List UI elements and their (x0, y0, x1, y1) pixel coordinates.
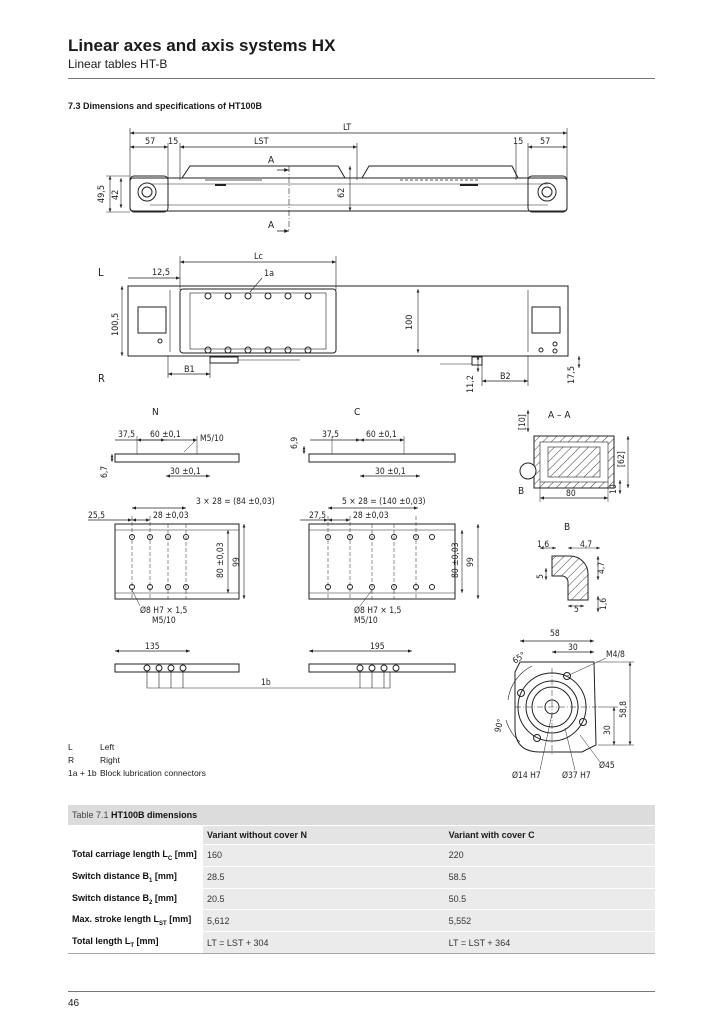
svg-text:L: L (98, 266, 104, 279)
svg-text:10: 10 (609, 484, 619, 494)
legend-item: R Right (68, 755, 120, 765)
svg-text:LST: LST (254, 137, 269, 147)
svg-text:[10]: [10] (518, 414, 528, 430)
svg-text:62: 62 (337, 187, 347, 198)
svg-text:M5/10: M5/10 (152, 616, 176, 626)
svg-text:25,5: 25,5 (88, 511, 106, 521)
svg-text:Ø14 H7: Ø14 H7 (512, 771, 541, 781)
svg-text:100: 100 (405, 314, 415, 330)
svg-text:80 ±0,03: 80 ±0,03 (216, 542, 226, 578)
svg-text:1,6: 1,6 (599, 597, 609, 610)
elevation-labels (97, 123, 550, 231)
table-caption-row (68, 805, 655, 826)
column-header-n: Variant without cover N (203, 826, 445, 845)
svg-text:195: 195 (370, 642, 385, 652)
svg-text:90°: 90° (493, 718, 507, 734)
svg-text:Ø8 H7 × 1,5: Ø8 H7 × 1,5 (354, 606, 402, 616)
svg-text:30 ±0,1: 30 ±0,1 (375, 467, 406, 477)
svg-text:28 ±0,03: 28 ±0,03 (353, 511, 389, 521)
svg-text:A: A (268, 155, 275, 166)
svg-text:Lc: Lc (254, 252, 263, 262)
svg-text:15: 15 (168, 137, 179, 147)
svg-text:Ø45: Ø45 (599, 761, 615, 771)
svg-text:80: 80 (566, 489, 576, 499)
svg-text:4,7: 4,7 (580, 540, 593, 550)
svg-text:65°: 65° (510, 650, 528, 667)
table-caption: Table 7.1 HT100B dimensions (68, 805, 655, 826)
svg-text:60 ±0,1: 60 ±0,1 (366, 430, 397, 440)
svg-text:1,6: 1,6 (537, 540, 550, 550)
svg-text:100,5: 100,5 (111, 312, 121, 336)
section-title: 7.3 Dimensions and specifications of HT100B (68, 101, 263, 111)
svg-text:Ø8 H7 × 1,5: Ø8 H7 × 1,5 (140, 606, 188, 616)
column-header-c: Variant with cover C (445, 826, 655, 845)
svg-text:6,7: 6,7 (100, 465, 110, 478)
svg-text:30: 30 (603, 725, 613, 735)
svg-text:58: 58 (550, 629, 560, 639)
footer-rule (68, 991, 655, 992)
svg-text:6,9: 6,9 (290, 436, 300, 449)
table-row: Switch distance $B_1$ [mm] 28.5 58.5 (68, 866, 655, 888)
svg-text:80 ±0,03: 80 ±0,03 (451, 542, 461, 578)
carriage-c-labels (261, 407, 476, 688)
svg-text:15: 15 (513, 137, 524, 147)
svg-text:28 ±0,03: 28 ±0,03 (153, 511, 189, 521)
svg-text:135: 135 (145, 642, 160, 652)
svg-text:B: B (518, 486, 525, 497)
table-row: Switch distance $B_2$ [mm] 20.5 50.5 (68, 888, 655, 910)
table-row: Total length $L_T$ [mm] LT = LST + 304 LT = LST + 364 (68, 932, 655, 954)
table-header-row (68, 826, 655, 845)
svg-text:1a: 1a (264, 269, 275, 279)
dimensions-table (68, 805, 655, 954)
svg-text:M5/10: M5/10 (200, 434, 224, 444)
svg-text:17,5: 17,5 (567, 365, 577, 384)
svg-text:3 × 28 = (84 ±0,03): 3 × 28 = (84 ±0,03) (196, 497, 275, 507)
svg-text:N: N (152, 407, 159, 418)
svg-text:58,8: 58,8 (619, 700, 629, 718)
detail-b-view (540, 548, 600, 612)
svg-text:1b: 1b (261, 678, 271, 688)
svg-text:4,7: 4,7 (597, 561, 607, 574)
svg-text:27,5: 27,5 (309, 511, 327, 521)
svg-text:B: B (564, 522, 571, 533)
svg-text:99: 99 (466, 557, 476, 567)
svg-text:M4/8: M4/8 (606, 650, 625, 660)
svg-text:B2: B2 (500, 372, 511, 382)
table-row: Total carriage length $L_C$ [mm] 160 220 (68, 845, 655, 867)
svg-text:5: 5 (536, 574, 546, 579)
svg-text:5: 5 (574, 605, 579, 615)
legend-item: 1a + 1b Block lubrication connectors (68, 768, 206, 778)
svg-text:R: R (98, 372, 105, 385)
svg-text:60 ±0,1: 60 ±0,1 (150, 430, 181, 440)
page-number: 46 (68, 998, 80, 1009)
svg-text:12,5: 12,5 (152, 268, 171, 278)
svg-text:M5/10: M5/10 (354, 616, 378, 626)
svg-text:Ø37 H7: Ø37 H7 (562, 771, 591, 781)
svg-text:37,5: 37,5 (118, 430, 136, 440)
svg-text:B1: B1 (184, 365, 195, 375)
page-subtitle: Linear tables HT-B (68, 57, 168, 71)
svg-text:30: 30 (568, 643, 578, 653)
svg-text:A – A: A – A (548, 410, 571, 421)
table-row: Max. stroke length $L_{ST}$ [mm] 5,612 5,552 (68, 910, 655, 932)
legend-item: L Left (68, 742, 115, 752)
svg-text:A: A (268, 220, 275, 231)
svg-text:30 ±0,1: 30 ±0,1 (170, 467, 201, 477)
svg-text:37,5: 37,5 (322, 430, 340, 440)
svg-text:49,5: 49,5 (97, 184, 107, 203)
svg-text:5 × 28 = (140 ±0,03): 5 × 28 = (140 ±0,03) (342, 497, 426, 507)
svg-text:11,2: 11,2 (466, 374, 476, 393)
page-title: Linear axes and axis systems HX (68, 36, 336, 55)
svg-text:57: 57 (540, 137, 551, 147)
svg-text:LT: LT (343, 123, 352, 133)
svg-text:99: 99 (232, 557, 242, 567)
svg-text:C: C (354, 407, 361, 418)
legend (68, 741, 206, 780)
svg-text:[62]: [62] (617, 451, 627, 467)
carriage-n-labels (88, 407, 275, 652)
svg-text:42: 42 (111, 189, 121, 200)
svg-text:57: 57 (145, 137, 156, 147)
